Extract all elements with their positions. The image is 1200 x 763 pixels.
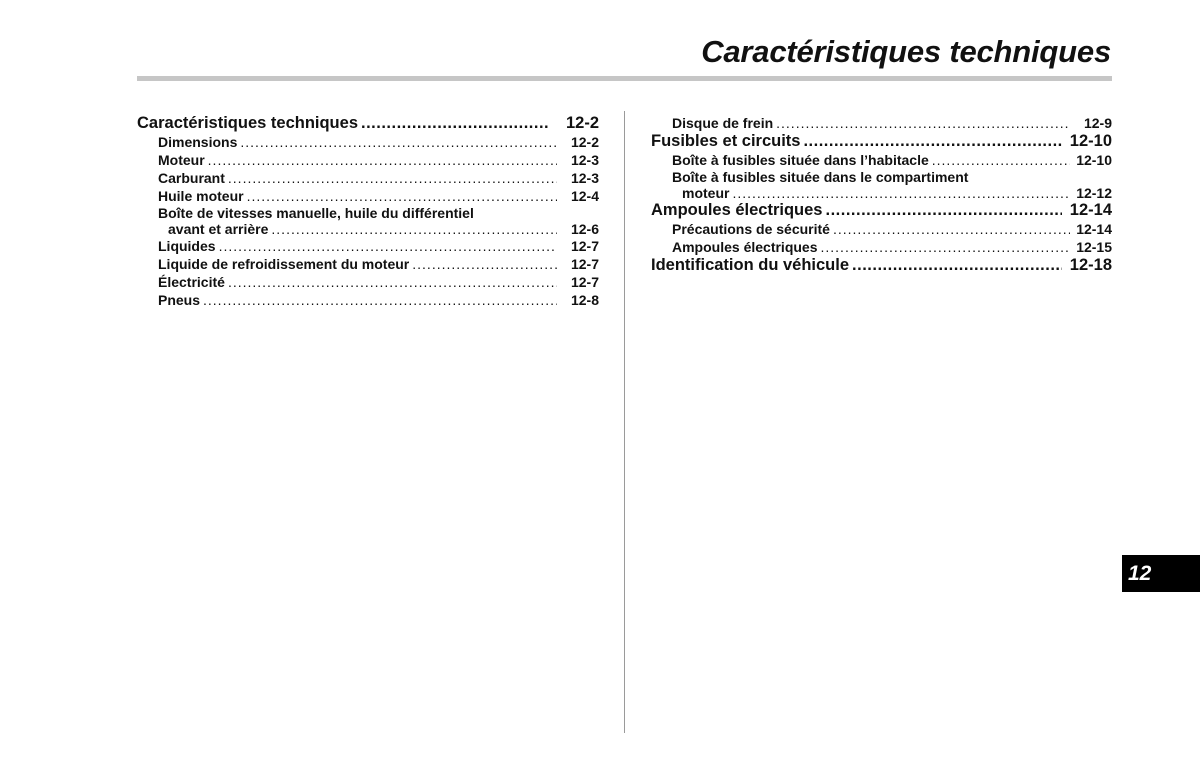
toc-entry-label-line2: moteur	[682, 185, 730, 201]
toc-entry-electricite[interactable]	[137, 273, 599, 291]
leader-dots	[240, 133, 557, 151]
toc-entry-liquide-refroidissement[interactable]	[137, 255, 599, 273]
toc-entry-page: 12-12	[1076, 185, 1112, 201]
toc-entry-liquides[interactable]	[137, 237, 599, 255]
toc-entry-label: Moteur	[158, 152, 205, 168]
leader-dots	[247, 187, 557, 205]
leader-dots	[821, 238, 1071, 256]
toc-entry-label: Identification du véhicule	[651, 256, 850, 274]
toc-entry-label: Liquide de refroidissement du moteur	[158, 256, 410, 272]
leader-dots	[219, 237, 557, 255]
toc-entry-label: Boîte à fusibles située dans l’habitacle	[672, 152, 929, 168]
toc-entry-label: Caractéristiques techniques	[137, 114, 358, 132]
toc-entry-label: Précautions de sécurité	[672, 221, 830, 237]
toc-entry-page: 12-18	[1069, 256, 1112, 274]
toc-entry-precautions-securite[interactable]	[651, 220, 1112, 238]
toc-entry-label: Pneus	[158, 292, 201, 308]
page-title: Caractéristiques techniques	[701, 34, 1111, 69]
toc-entry-label: Carburant	[158, 170, 225, 186]
leader-dots	[228, 169, 557, 187]
toc-entry-identification-vehicule[interactable]	[651, 256, 1112, 275]
leader-dots	[932, 151, 1070, 169]
toc-entry-ampoules-electriques-section[interactable]	[651, 201, 1112, 220]
toc-entry-ampoules-electriques[interactable]	[651, 238, 1112, 256]
leader-dots	[412, 255, 557, 273]
toc-entry-dimensions[interactable]	[137, 133, 599, 151]
toc-entry-label: Disque de frein	[672, 115, 774, 131]
toc-entry-label: Ampoules électriques	[651, 201, 823, 219]
leader-dots	[228, 273, 557, 291]
toc-entry-huile-moteur[interactable]	[137, 187, 599, 205]
toc-entry-fusibles-circuits[interactable]	[651, 132, 1112, 151]
leader-dots	[361, 114, 549, 133]
leader-dots	[852, 256, 1062, 275]
toc-entry-label: Ampoules électriques	[672, 239, 818, 255]
toc-entry-page: 12-9	[1083, 115, 1112, 131]
toc-entry-page: 12-3	[570, 170, 599, 186]
toc-entry-page: 12-7	[570, 238, 599, 254]
toc-entry-caracteristiques[interactable]	[137, 114, 599, 133]
toc-left-column	[137, 114, 599, 309]
toc-entry-page: 12-7	[570, 256, 599, 272]
toc-entry-label: Dimensions	[158, 134, 238, 150]
toc-entry-page: 12-8	[570, 292, 599, 308]
toc-entry-label: Fusibles et circuits	[651, 132, 801, 150]
toc-entry-label: Électricité	[158, 274, 225, 290]
toc-entry-page: 12-15	[1076, 239, 1112, 255]
toc-entry-label-line1: Boîte de vitesses manuelle, huile du différentiel	[158, 205, 474, 221]
toc-entry-page: 12-14	[1069, 201, 1112, 219]
toc-entry-boite-fusibles-habitacle[interactable]	[651, 151, 1112, 169]
leader-dots	[803, 132, 1062, 151]
toc-entry-page: 12-7	[570, 274, 599, 290]
toc-entry-label-line2: avant et arrière	[168, 221, 269, 237]
leader-dots	[732, 185, 1070, 201]
toc-entry-moteur[interactable]	[137, 151, 599, 169]
toc-right-column	[651, 114, 1112, 275]
toc-entry-page: 12-3	[570, 152, 599, 168]
toc-entry-label: Huile moteur	[158, 188, 244, 204]
toc-entry-page: 12-10	[1076, 152, 1112, 168]
toc-entry-page: 12-4	[570, 188, 599, 204]
leader-dots	[825, 201, 1062, 220]
leader-dots	[776, 114, 1070, 132]
toc-entry-pneus[interactable]	[137, 291, 599, 309]
column-divider	[624, 111, 625, 733]
toc-entry-continuation	[137, 221, 599, 237]
leader-dots	[208, 151, 557, 169]
chapter-tab	[1122, 555, 1200, 592]
toc-entry-page: 12-2	[565, 114, 599, 132]
toc-entry-page: 12-2	[570, 134, 599, 150]
toc-entry-page: 12-14	[1076, 221, 1112, 237]
toc-entry-label: Liquides	[158, 238, 216, 254]
toc-entry-page: 12-10	[1069, 132, 1112, 150]
leader-dots	[271, 221, 557, 237]
toc-entry-boite-fusibles-moteur[interactable]	[651, 169, 1112, 201]
toc-entry-page: 12-6	[570, 221, 599, 237]
toc-entry-disque-frein[interactable]	[651, 114, 1112, 132]
leader-dots	[833, 220, 1070, 238]
toc-entry-label-line1: Boîte à fusibles située dans le compartiment	[672, 169, 969, 185]
toc-entry-carburant[interactable]	[137, 169, 599, 187]
leader-dots	[203, 291, 557, 309]
toc-entry-continuation	[651, 185, 1112, 201]
chapter-number: 12	[1128, 561, 1152, 585]
toc-entry-boite-vitesses[interactable]	[137, 205, 599, 237]
title-rule	[137, 76, 1112, 81]
